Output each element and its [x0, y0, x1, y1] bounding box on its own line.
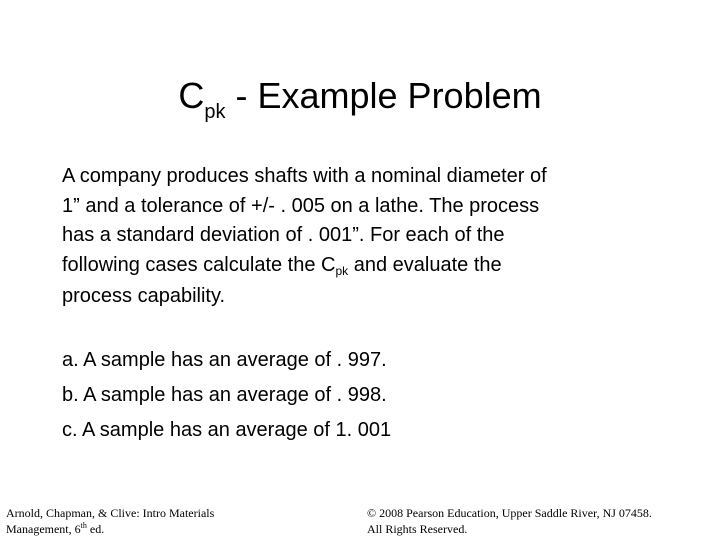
footer-citation-line-1: Arnold, Chapman, & Clive: Intro Materials	[6, 506, 215, 520]
title-rest: - Example Problem	[225, 75, 542, 116]
problem-statement	[62, 162, 662, 312]
footer-copyright	[367, 505, 717, 537]
footer-citation-line-2-before: Management, 6	[6, 522, 81, 536]
case-list	[62, 343, 662, 448]
case-a: a. A sample has an average of . 997.	[62, 349, 387, 371]
problem-line-1: A company produces shafts with a nominal diameter of	[62, 165, 547, 187]
footer-citation-ordinal: th	[80, 521, 87, 530]
problem-line-4-after: and evaluate the	[348, 253, 502, 276]
case-c: c. A sample has an average of 1. 001	[62, 419, 392, 441]
title-main: C	[178, 75, 205, 116]
footer-citation-line-2	[6, 521, 286, 537]
footer-copyright-line-1: © 2008 Pearson Education, Upper Saddle River, NJ 07458.	[367, 506, 652, 520]
problem-line-5: process capability.	[62, 285, 226, 307]
footer-citation	[6, 505, 286, 537]
problem-line-2: 1” and a tolerance of +/- . 005 on a lathe. The process	[62, 194, 540, 217]
problem-line-4-subscript: pk	[335, 263, 349, 278]
case-b: b. A sample has an average of . 998.	[62, 384, 387, 406]
footer-copyright-line-2: All Rights Reserved.	[367, 522, 468, 536]
problem-line-4-before: following cases calculate the C	[62, 253, 336, 276]
slide-title	[0, 74, 720, 124]
footer-citation-line-2-after: ed.	[86, 522, 105, 536]
title-subscript: pk	[204, 101, 226, 123]
problem-line-3: has a standard deviation of . 001”. For each of the	[62, 224, 505, 246]
problem-line-4	[62, 251, 662, 283]
